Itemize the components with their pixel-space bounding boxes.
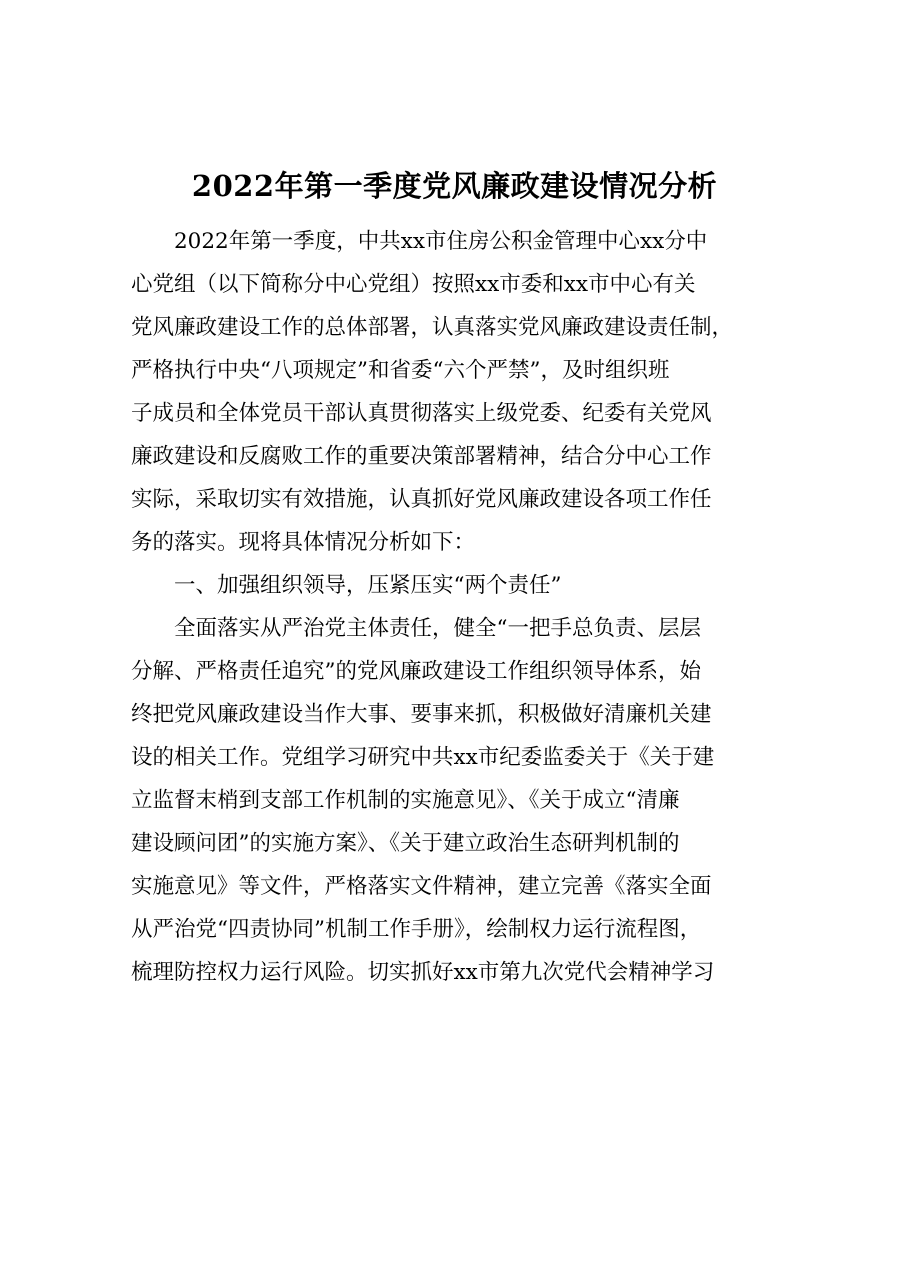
text-line: 从严治党“四责协同”机制工作手册》，绘制权力运行流程图， <box>131 917 702 942</box>
text-line: 2022年第一季度，中共xx市住房公积金管理中心xx分中 <box>174 229 708 254</box>
text-line: 设的相关工作。党组学习研究中共xx市纪委监委关于《关于建 <box>131 745 715 770</box>
text-line: 分解、严格责任追究”的党风廉政建设工作组织领导体系，始 <box>131 659 701 684</box>
text-line: 务的落实。现将具体情况分析如下： <box>131 530 476 555</box>
text-line: 终把党风廉政建设当作大事、要事来抓，积极做好清廉机关建 <box>131 702 712 727</box>
section-heading: 一、加强组织领导，压紧压实“两个责任” <box>174 573 562 598</box>
text-line: 立监督末梢到支部工作机制的实施意见》、《关于成立“清廉 <box>131 788 680 813</box>
text-line: 实际，采取切实有效措施，认真抓好党风廉政建设各项工作任 <box>131 487 712 512</box>
text-line: 子成员和全体党员干部认真贯彻落实上级党委、纪委有关党风 <box>131 401 712 426</box>
document-body <box>131 220 816 994</box>
text-line: 党风廉政建设工作的总体部署，认真落实党风廉政建设责任制， <box>131 315 734 340</box>
text-line: 实施意见》等文件，严格落实文件精神，建立完善《落实全面 <box>131 874 712 899</box>
text-line: 心党组（以下简称分中心党组）按照xx市委和xx市中心有关 <box>131 272 696 297</box>
text-line: 全面落实从严治党主体责任，健全“一把手总负责、层层 <box>174 616 701 641</box>
text-line: 廉政建设和反腐败工作的重要决策部署精神，结合分中心工作 <box>131 444 712 469</box>
text-line: 建设顾问团”的实施方案》、《关于建立政治生态研判机制的 <box>131 831 680 856</box>
text-line: 梳理防控权力运行风险。切实抓好xx市第九次党代会精神学习 <box>131 960 715 985</box>
document-title: 2022年第一季度党风廉政建设情况分析 <box>191 169 718 203</box>
text-line: 严格执行中央“八项规定”和省委“六个严禁”，及时组织班 <box>131 358 670 383</box>
